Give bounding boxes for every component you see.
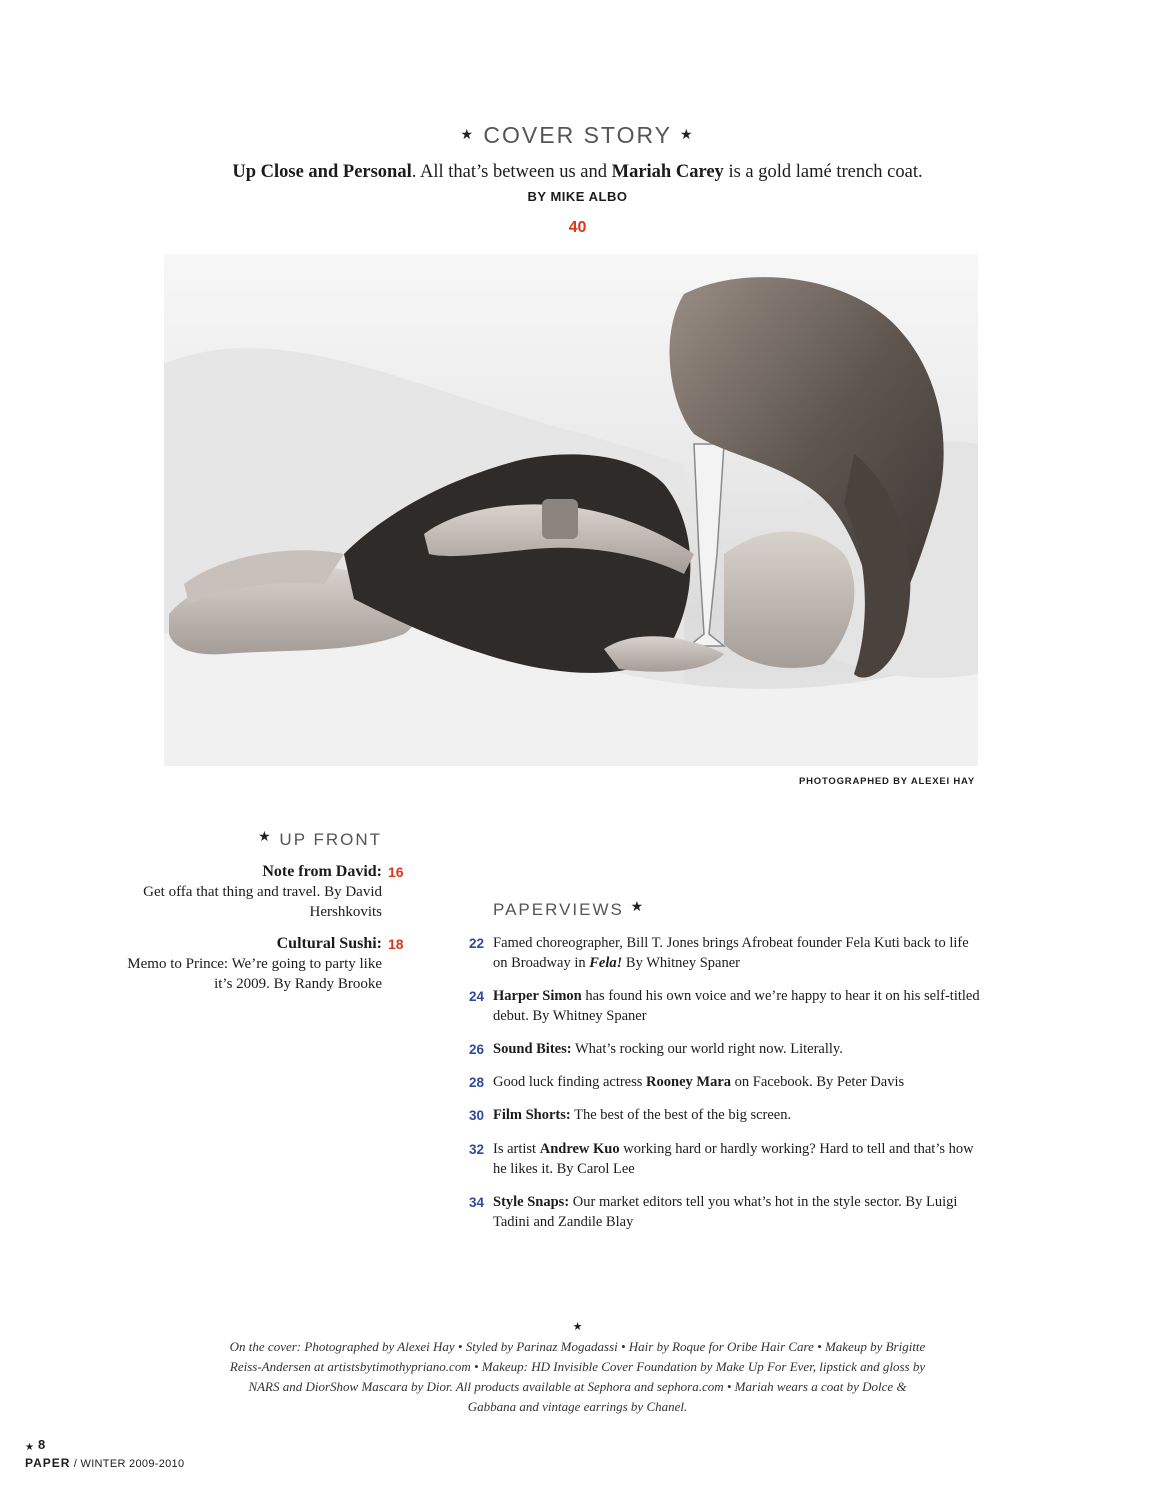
up-front-entry-page[interactable]: 18	[388, 936, 404, 952]
star-icon: ★	[258, 828, 273, 844]
up-front-entry-desc: Memo to Prince: We’re going to party like it’s 2009. By Randy Brooke	[127, 956, 382, 992]
entry-text-post: has found his own voice and we’re happy to hear it on his self-titled debut. By Whitney Spaner	[493, 988, 980, 1024]
entry-text-bold: Rooney Mara	[646, 1074, 731, 1090]
cover-story-text: . All that’s between us and	[411, 162, 612, 182]
up-front-entry-header	[120, 934, 382, 954]
paperviews-entry[interactable]	[460, 934, 980, 973]
entry-text-post: By Whitney Spaner	[622, 954, 741, 971]
footer-star-icon: ★	[572, 1321, 583, 1333]
paperviews-entry-page[interactable]: 30	[468, 1108, 484, 1123]
cover-story-heading	[0, 122, 1155, 149]
cover-photo-illustration	[164, 254, 978, 766]
cover-credits: On the cover: Photographed by Alexei Hay • Styled by Parinaz Mogadassi • Hair by Roque for Oribe Hair Care • Makeup by Brigitte Reiss-Andersen at artistsbytimothypriano.com • Makeup: HD Invisible Cover Foundation by Make Up For Ever, lipstick and gloss by NARS and DiorShow Mascara by Dior. All products available at Sephora and sephora.com • Mariah wears a coat by Dolce & Gabbana and vintage earrings by Chanel.	[229, 1339, 926, 1414]
up-front-entry-desc: Get offa that thing and travel. By David Hershkovits	[143, 884, 382, 920]
entry-text-pre: Is artist	[493, 1141, 540, 1157]
folio-page-number: 8	[38, 1437, 46, 1452]
up-front-heading	[200, 828, 382, 850]
paperviews-entry-page[interactable]: 32	[468, 1142, 484, 1157]
folio-star-icon: ★	[25, 1442, 34, 1453]
cover-story-text-end: is a gold lamé trench coat.	[723, 162, 923, 182]
paperviews-entry-text	[493, 1140, 980, 1179]
entry-text-bold: Sound Bites:	[493, 1041, 572, 1057]
entry-text-pre: Famed choreographer, Bill T. Jones brings Afrobeat founder Fela Kuti back to life on Broadway in	[493, 935, 969, 971]
paperviews-entry-page[interactable]: 22	[468, 936, 484, 951]
up-front-entry-page[interactable]: 16	[388, 864, 404, 880]
folio-issue-line	[25, 1456, 184, 1470]
entry-text-post: on Facebook. By Peter Davis	[731, 1074, 905, 1090]
up-front-entry[interactable]	[120, 934, 382, 994]
cover-photo	[164, 254, 978, 766]
paperviews-entry-text	[493, 934, 980, 973]
entry-text-post: working hard or hardly working? Hard to tell and that’s how he likes it. By Carol Lee	[493, 1141, 974, 1177]
cover-story-title: Up Close and Personal	[232, 162, 412, 182]
cover-story-byline: BY MIKE ALBO	[527, 189, 628, 204]
up-front-entry[interactable]	[120, 862, 382, 922]
entry-text-bold: Style Snaps:	[493, 1194, 570, 1210]
entry-text-post: Our market editors tell you what’s hot in the style sector. By Luigi Tadini and Zandile Blay	[493, 1194, 958, 1230]
up-front-entry-title: Cultural Sushi:	[276, 935, 382, 952]
paperviews-entry-page[interactable]: 26	[468, 1042, 484, 1057]
paperviews-entry-page[interactable]: 34	[468, 1195, 484, 1210]
entry-text-post: What’s rocking our world right now. Literally.	[571, 1041, 843, 1057]
paperviews-heading-text: PAPERVIEWS	[493, 900, 624, 919]
paperviews-entry[interactable]	[460, 1140, 980, 1179]
paperviews-entry[interactable]	[460, 1040, 980, 1060]
star-icon: ★	[460, 126, 476, 142]
paperviews-entry[interactable]	[460, 987, 980, 1026]
paperviews-entry-text	[493, 987, 980, 1026]
paperviews-entry-page[interactable]: 24	[468, 989, 484, 1004]
entry-text-bold: Andrew Kuo	[539, 1141, 620, 1157]
paperviews-entry[interactable]	[460, 1106, 980, 1126]
up-front-entry-title: Note from David:	[262, 863, 382, 880]
cover-story-page-number[interactable]: 40	[568, 219, 587, 236]
entry-text-title: Fela!	[589, 954, 623, 971]
entry-text-bold: Harper Simon	[493, 988, 582, 1004]
cover-story-lead	[0, 162, 1155, 183]
paperviews-entry-text	[493, 1040, 980, 1060]
paperviews-entry-page[interactable]: 28	[468, 1075, 484, 1090]
paperviews-entry[interactable]	[460, 1073, 980, 1093]
cover-story-heading-text: COVER STORY	[483, 122, 672, 148]
entry-text-post: The best of the best of the big screen.	[570, 1107, 792, 1123]
photo-credit: PHOTOGRAPHED BY ALEXEI HAY	[798, 776, 975, 787]
star-icon: ★	[679, 126, 695, 142]
up-front-entry-header	[120, 862, 382, 882]
paperviews-heading	[493, 898, 645, 920]
star-icon: ★	[630, 898, 646, 914]
entry-text-pre: Good luck finding actress	[493, 1074, 647, 1090]
paperviews-entry-text	[493, 1193, 980, 1232]
paperviews-entry-text	[493, 1073, 980, 1093]
issue-date: / WINTER 2009-2010	[70, 1458, 185, 1470]
paperviews-entry-text	[493, 1106, 980, 1126]
cover-story-subject: Mariah Carey	[611, 162, 724, 182]
paperviews-entry[interactable]	[460, 1193, 980, 1232]
up-front-heading-text: UP FRONT	[279, 830, 382, 849]
entry-text-bold: Film Shorts:	[493, 1107, 571, 1123]
magazine-brand: PAPER	[25, 1456, 71, 1470]
